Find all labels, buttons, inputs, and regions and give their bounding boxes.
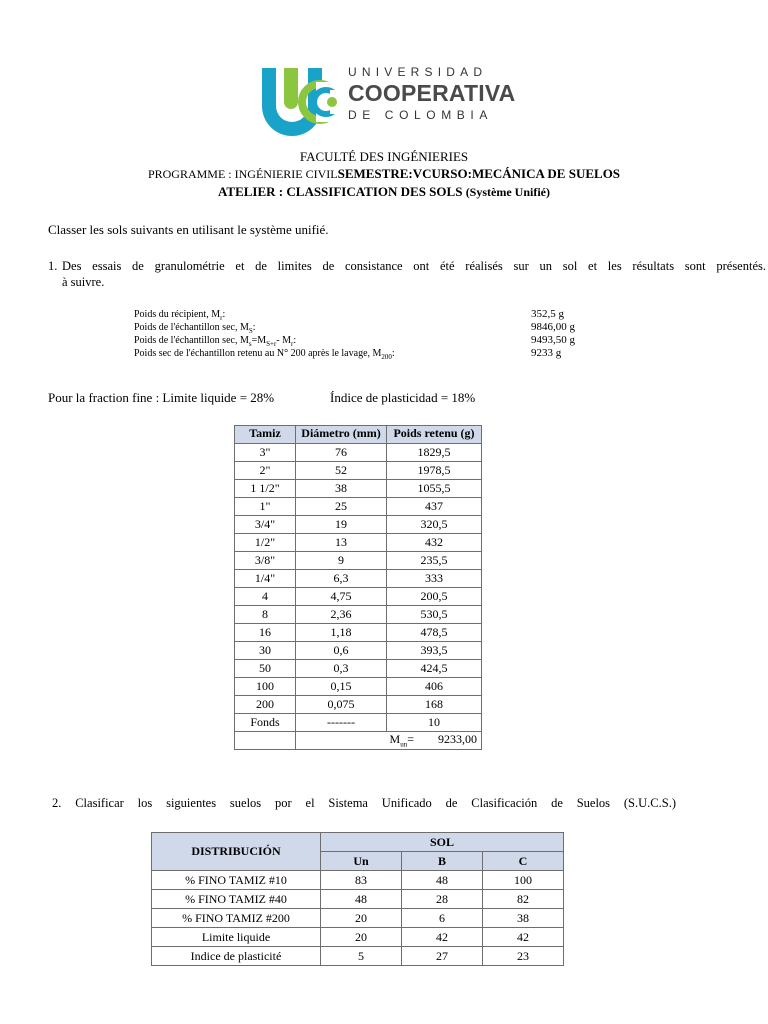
sieve-cell-tamiz: 8 [235, 606, 296, 624]
atelier-subtitle: (Système Unifié) [465, 185, 550, 199]
sieve-cell-tamiz: Fonds [235, 714, 296, 732]
atelier-title [0, 184, 768, 200]
sieve-cell-tamiz: 16 [235, 624, 296, 642]
soil-value-cell: 38 [483, 909, 564, 928]
liquid-limit-text: Pour la fraction fine : Limite liquide = 28% [48, 390, 275, 405]
sieve-total-sub: un [400, 740, 408, 749]
soil-row-label: % FINO TAMIZ #200 [152, 909, 321, 928]
soil-value-cell: 27 [402, 947, 483, 966]
programme-label: PROGRAMME : INGÉNIERIE CIVIL [147, 167, 338, 181]
sieve-cell-weight: 235,5 [387, 552, 482, 570]
weight-label-suffix: : [252, 322, 256, 333]
sieve-cell-diameter: ------- [296, 714, 387, 732]
sieve-cell-weight: 478,5 [387, 624, 482, 642]
distribution-header: DISTRIBUCIÓN [152, 833, 321, 871]
table-row [235, 552, 482, 570]
weight-label-sub: S+r [266, 340, 277, 348]
table-row [235, 714, 482, 732]
table-row [235, 462, 482, 480]
uc-logo-icon [260, 66, 340, 136]
weight-label-sub: S [248, 327, 253, 335]
soil-header-c: C [483, 852, 564, 871]
sieve-cell-diameter: 9 [296, 552, 387, 570]
table-row [152, 890, 564, 909]
sieve-cell-tamiz: 3/4" [235, 516, 296, 534]
semester-course: SEMESTRE:VCURSO:MECÁNICA DE SUELOS [337, 166, 621, 181]
table-row [152, 947, 564, 966]
soil-value-cell: 20 [321, 928, 402, 947]
table-row [235, 444, 482, 462]
sieve-total-empty [235, 732, 296, 750]
sieve-cell-weight: 1055,5 [387, 480, 482, 498]
soil-value-cell: 23 [483, 947, 564, 966]
sieve-cell-tamiz: 2" [235, 462, 296, 480]
sieve-table-body [235, 444, 482, 750]
sieve-header-poids: Poids retenu (g) [387, 426, 482, 444]
sieve-cell-diameter: 0,6 [296, 642, 387, 660]
table-row [235, 624, 482, 642]
sieve-cell-diameter: 76 [296, 444, 387, 462]
table-row [235, 642, 482, 660]
weight-label-suffix: : [391, 348, 395, 359]
sieve-total-eq: = [407, 732, 414, 747]
weight-label: Poids de l'échantillon sec, M [134, 322, 249, 333]
weight-label: Poids sec de l'échantillon retenu au N° 200 après le lavage, M [134, 348, 382, 359]
table-row [152, 871, 564, 890]
table-row [235, 696, 482, 714]
soil-value-cell: 28 [402, 890, 483, 909]
programme-line [0, 166, 768, 182]
soil-value-cell: 83 [321, 871, 402, 890]
soil-value-cell: 48 [321, 890, 402, 909]
table-row [235, 678, 482, 696]
sieve-total-cell [296, 732, 482, 750]
weight-label: Poids du récipient, M [134, 309, 221, 320]
sol-header: SOL [321, 833, 564, 852]
sieve-cell-tamiz: 1 1/2" [235, 480, 296, 498]
weight-label-sub: s [248, 340, 252, 348]
soil-value-cell: 20 [321, 909, 402, 928]
intro-text: Classer les sols suivants en utilisant le système unifié. [48, 222, 329, 237]
weight-value: 352,5 g [531, 308, 564, 320]
sieve-header-row [235, 426, 482, 444]
question-1-number: 1. [48, 259, 58, 273]
logo-wordmark [348, 66, 515, 121]
table-row [235, 606, 482, 624]
sieve-cell-weight: 432 [387, 534, 482, 552]
soil-table-body [152, 871, 564, 966]
sieve-cell-tamiz: 1/4" [235, 570, 296, 588]
soil-header-un: Un [321, 852, 402, 871]
soil-value-cell: 82 [483, 890, 564, 909]
logo-line-universidad: UNIVERSIDAD [348, 65, 488, 79]
plasticity-index-text: Índice de plasticidad = 18% [330, 390, 476, 405]
table-row [235, 534, 482, 552]
soil-value-cell: 42 [402, 928, 483, 947]
logo-line-de-colombia: DE COLOMBIA [348, 108, 493, 122]
weight-label: Poids de l'échantillon sec, M [134, 335, 249, 346]
soil-row-label: % FINO TAMIZ #10 [152, 871, 321, 890]
sieve-header-diametro: Diámetro (mm) [296, 426, 387, 444]
table-row [235, 480, 482, 498]
sieve-cell-diameter: 13 [296, 534, 387, 552]
sieve-header-tamiz: Tamiz [235, 426, 296, 444]
sieve-cell-tamiz: 3/8" [235, 552, 296, 570]
sieve-cell-weight: 393,5 [387, 642, 482, 660]
question-1 [48, 258, 766, 290]
sieve-total-value: 9233,00 [438, 732, 477, 747]
sieve-cell-diameter: 0,15 [296, 678, 387, 696]
logo-line-cooperativa: COOPERATIVA [348, 80, 516, 106]
sieve-cell-weight: 320,5 [387, 516, 482, 534]
sieve-cell-diameter: 1,18 [296, 624, 387, 642]
sieve-cell-diameter: 0,3 [296, 660, 387, 678]
sieve-cell-tamiz: 3" [235, 444, 296, 462]
soil-value-cell: 42 [483, 928, 564, 947]
sieve-cell-diameter: 4,75 [296, 588, 387, 606]
sieve-cell-weight: 200,5 [387, 588, 482, 606]
sieve-cell-weight: 168 [387, 696, 482, 714]
soil-classification-table [151, 832, 564, 966]
soil-value-cell: 100 [483, 871, 564, 890]
sieve-total-row [235, 732, 482, 750]
soil-header-b: B [402, 852, 483, 871]
sieve-cell-weight: 1978,5 [387, 462, 482, 480]
university-logo [260, 62, 516, 138]
table-row [152, 928, 564, 947]
weight-label-suffix: : [293, 335, 297, 346]
weight-label-suffix: - M [276, 335, 292, 346]
sieve-cell-diameter: 25 [296, 498, 387, 516]
sieve-cell-weight: 406 [387, 678, 482, 696]
weight-value: 9846,00 g [531, 321, 575, 333]
table-row [152, 909, 564, 928]
sieve-cell-tamiz: 1" [235, 498, 296, 516]
sieve-cell-weight: 530,5 [387, 606, 482, 624]
soil-row-label: % FINO TAMIZ #40 [152, 890, 321, 909]
soil-value-cell: 48 [402, 871, 483, 890]
sieve-cell-weight: 424,5 [387, 660, 482, 678]
weight-label-suffix: =M [251, 335, 267, 346]
weight-value: 9493,50 g [531, 334, 575, 346]
question-2: 2. Clasificar los siguientes suelos por el Sistema Unificado de Clasificación de Suelos (S.U.C.S.) [52, 796, 676, 810]
table-row [235, 660, 482, 678]
sieve-cell-tamiz: 200 [235, 696, 296, 714]
weight-value: 9233 g [531, 347, 562, 359]
sieve-cell-diameter: 6,3 [296, 570, 387, 588]
atelier-label: ATELIER : CLASSIFICATION DES SOLS [218, 184, 463, 199]
sieve-cell-tamiz: 50 [235, 660, 296, 678]
sieve-cell-diameter: 0,075 [296, 696, 387, 714]
sieve-cell-diameter: 38 [296, 480, 387, 498]
table-row [235, 516, 482, 534]
sieve-cell-weight: 1829,5 [387, 444, 482, 462]
sieve-total-label: M [389, 732, 401, 747]
question-1-line-1: Des essais de granulométrie et de limites de consistance ont été réalisés sur un sol et les résultats sont présentés. [62, 259, 766, 273]
soil-header-row [152, 833, 564, 852]
faculty-title: FACULTÉ DES INGÉNIERIES [299, 149, 469, 164]
sieve-cell-diameter: 19 [296, 516, 387, 534]
sieve-cell-tamiz: 100 [235, 678, 296, 696]
question-1-line-2: à suivre. [62, 275, 105, 289]
weight-label-sub: 200 [381, 353, 392, 361]
weight-label-sub: r [291, 340, 294, 348]
soil-value-cell: 5 [321, 947, 402, 966]
table-row [235, 588, 482, 606]
sieve-cell-tamiz: 1/2" [235, 534, 296, 552]
soil-row-label: Limite liquide [152, 928, 321, 947]
sieve-cell-weight: 437 [387, 498, 482, 516]
soil-row-label: Indice de plasticité [152, 947, 321, 966]
table-row [235, 498, 482, 516]
weight-label-suffix: : [222, 309, 226, 320]
sieve-table [234, 425, 482, 750]
sieve-cell-weight: 333 [387, 570, 482, 588]
table-row [235, 570, 482, 588]
weight-label-sub: r [220, 314, 223, 322]
sieve-cell-tamiz: 30 [235, 642, 296, 660]
sieve-cell-diameter: 52 [296, 462, 387, 480]
sieve-cell-weight: 10 [387, 714, 482, 732]
sieve-cell-diameter: 2,36 [296, 606, 387, 624]
soil-value-cell: 6 [402, 909, 483, 928]
sieve-cell-tamiz: 4 [235, 588, 296, 606]
